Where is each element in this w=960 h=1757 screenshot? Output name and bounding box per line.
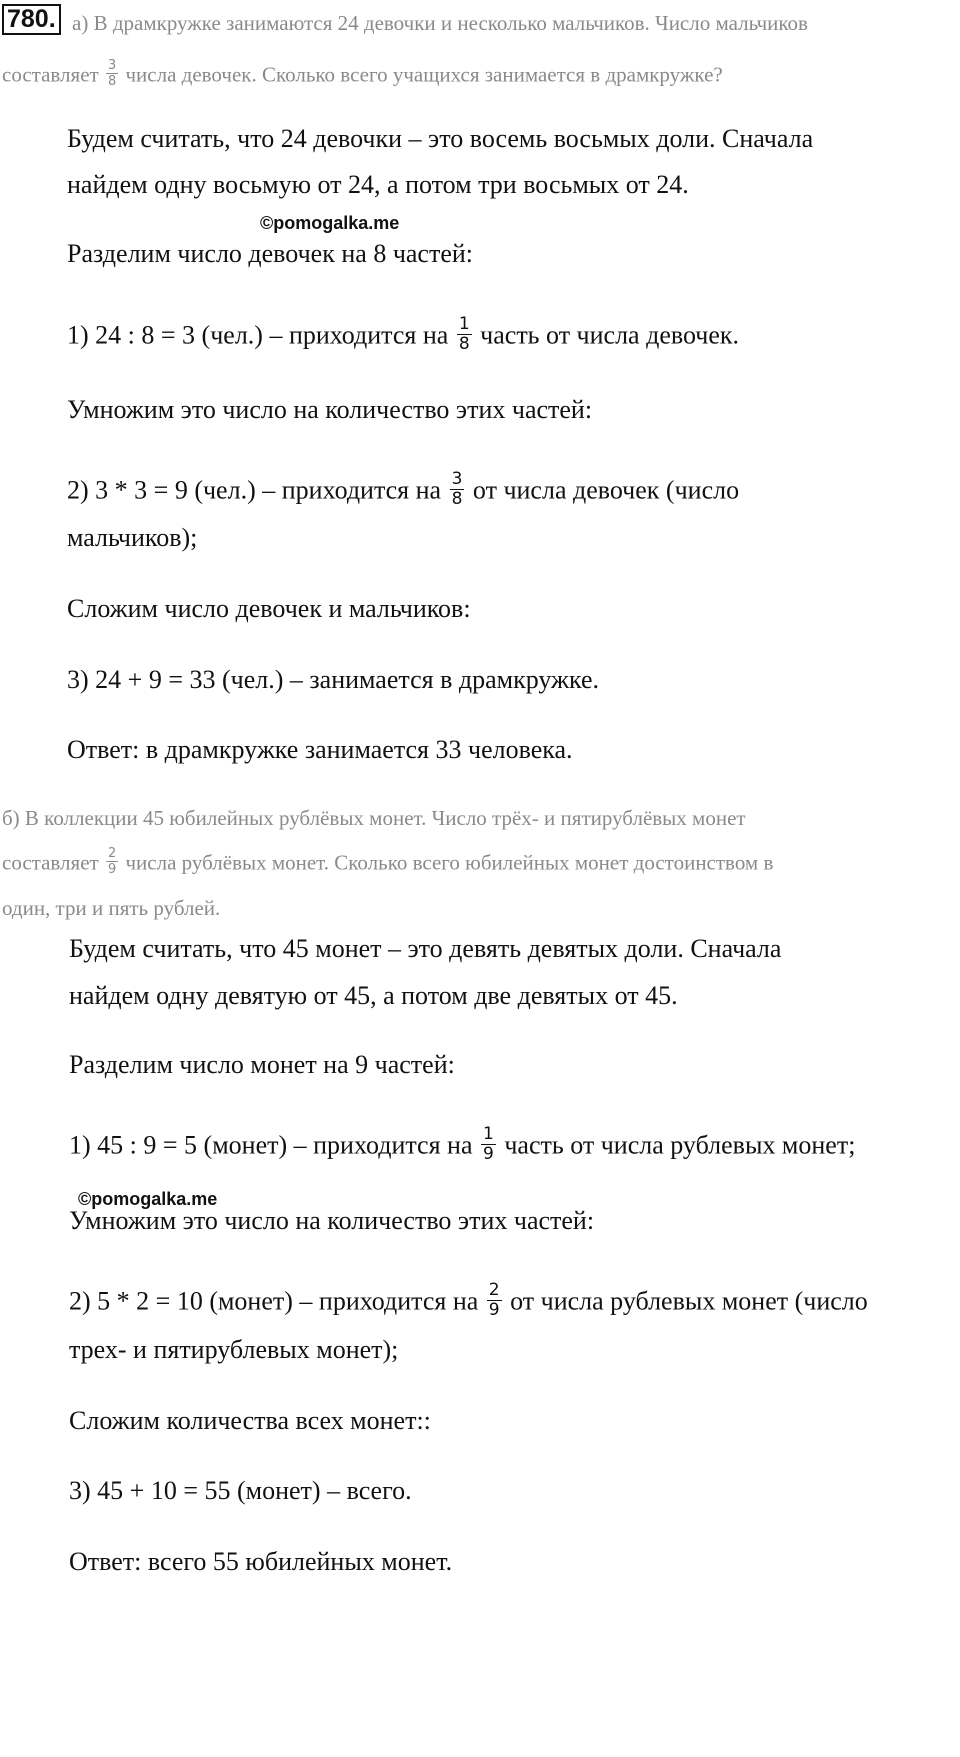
part-a-task-line2-post: числа девочек. Сколько всего учащихся занимается в драмкружке? (125, 62, 723, 87)
part-a-answer: Ответ: в драмкружке занимается 33 человека. (67, 735, 573, 764)
part-b-step-text3: Сложим количества всех монет:: (69, 1406, 431, 1435)
part-a-task-fraction: $\frac{3}{8}$ (107, 58, 117, 89)
part-b-task-fraction: $\frac{2}{9}$ (107, 846, 117, 877)
part-b-step3: 3) 45 + 10 = 55 (монет) – всего. (69, 1476, 412, 1505)
watermark: ©pomogalka.me (78, 1189, 218, 1209)
part-b-intro-line1: Будем считать, что 45 монет – это девять девятых доли. Сначала (69, 934, 782, 963)
part-a-step1-fraction: $\frac{1}{8}$ (458, 314, 470, 354)
part-a-step-text1: Разделим число девочек на 8 частей: (67, 239, 474, 268)
part-a-step-text3: Сложим число девочек и мальчиков: (67, 594, 471, 623)
part-b-step1-fraction: $\frac{1}{9}$ (483, 1124, 494, 1164)
part-a-step2-line2: мальчиков); (67, 523, 198, 552)
part-b-task-line2-pre: составляет (2, 850, 99, 875)
problem-number: 780. (2, 4, 61, 35)
part-a-step2 (67, 469, 740, 511)
part-b-step2-line2: трех- и пятирублевых монет); (69, 1335, 399, 1364)
part-a-task-line2 (2, 58, 723, 91)
part-b-step-text1: Разделим число монет на 9 частей: (69, 1050, 455, 1079)
part-a-step1-post: часть от числа девочек. (480, 320, 740, 350)
part-a-step2-post: от числа девочек (число (472, 475, 740, 505)
part-a-step2-fraction: $\frac{3}{8}$ (451, 469, 463, 509)
part-b-answer: Ответ: всего 55 юбилейных монет. (69, 1547, 453, 1576)
part-b-step1 (69, 1124, 856, 1166)
part-b-intro-line2: найдем одну девятую от 45, а потом две девятых от 45. (69, 981, 678, 1010)
part-b-step2-post: от числа рублевых монет (число (510, 1286, 868, 1316)
part-b-task-line3: один, три и пять рублей. (2, 896, 221, 920)
watermark: ©pomogalka.me (260, 213, 400, 233)
part-b-step2 (69, 1280, 868, 1322)
part-b-task-line2-post: числа рублёвых монет. Сколько всего юбилейных монет достоинством в (125, 850, 774, 875)
part-b-task-line1: б) В коллекции 45 юбилейных рублёвых монет. Число трёх- и пятирублёвых монет (2, 806, 746, 830)
part-a-step1 (67, 314, 740, 356)
part-a-task-line2-pre: составляет (2, 62, 99, 87)
part-b-step2-pre: 2) 5 * 2 = 10 (монет) – приходится на (69, 1286, 479, 1316)
part-a-step3: 3) 24 + 9 = 33 (чел.) – занимается в драмкружке. (67, 665, 599, 694)
part-a-intro-line1: Будем считать, что 24 девочки – это восемь восьмых доли. Сначала (67, 124, 814, 153)
part-a-step1-pre: 1) 24 : 8 = 3 (чел.) – приходится на (67, 320, 449, 350)
part-a-intro-line2: найдем одну восьмую от 24, а потом три восьмых от 24. (67, 170, 689, 199)
part-b-step2-fraction: $\frac{2}{9}$ (488, 1280, 500, 1320)
part-a-step2-pre: 2) 3 * 3 = 9 (чел.) – приходится на (67, 475, 442, 505)
part-b-step-text2: Умножим это число на количество этих частей: (69, 1206, 595, 1235)
part-b-step1-pre: 1) 45 : 9 = 5 (монет) – приходится на (69, 1130, 473, 1160)
part-b-task-line2 (2, 846, 774, 879)
part-b-step1-post: часть от числа рублевых монет; (504, 1130, 856, 1160)
part-a-step-text2: Умножим это число на количество этих частей: (67, 395, 593, 424)
part-a-task-line1: а) В драмкружке занимаются 24 девочки и несколько мальчиков. Число мальчиков (72, 11, 808, 35)
